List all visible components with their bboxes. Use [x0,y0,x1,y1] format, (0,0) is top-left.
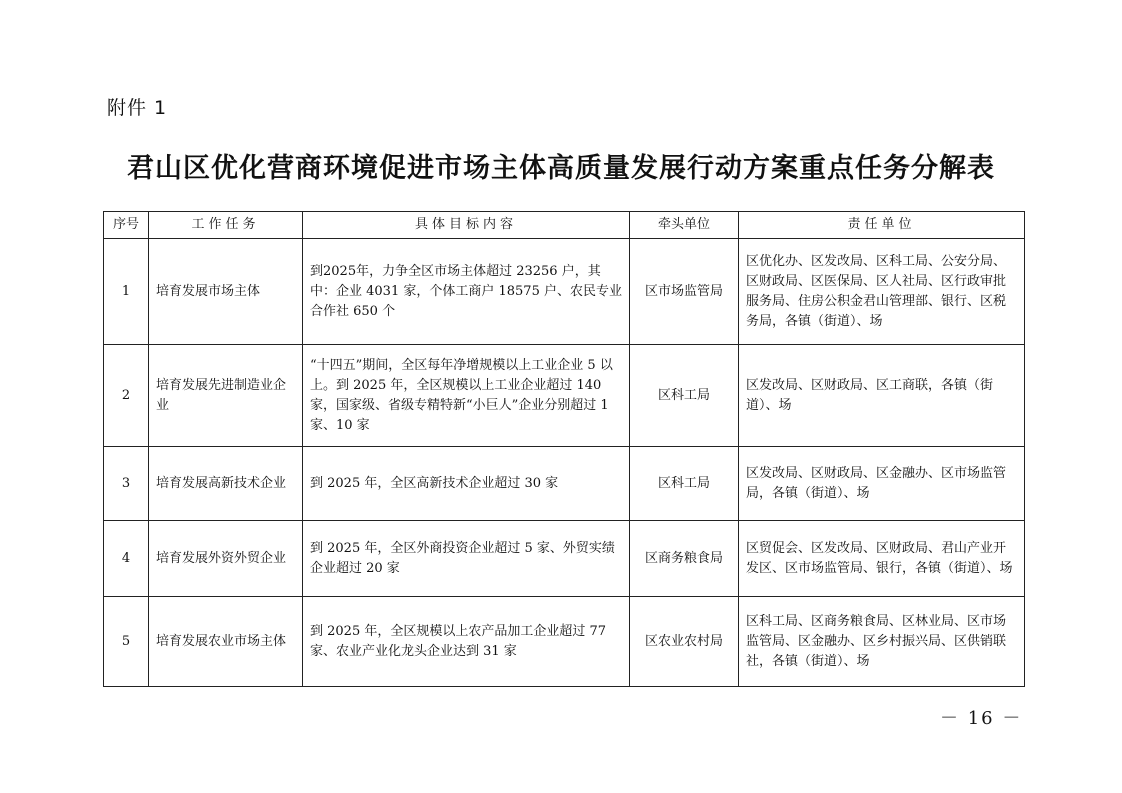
row-lead: 区科工局 [630,345,739,447]
header-task: 工作任务 [149,212,303,239]
row-target: 到 2025 年，全区规模以上农产品加工企业超过 77 家、农业产业化龙头企业达到 31 家 [303,597,630,687]
header-responsible: 责任单位 [739,212,1025,239]
table-row [104,345,1025,447]
row-lead: 区商务粮食局 [630,521,739,597]
task-table [103,211,1025,687]
table-row [104,447,1025,521]
row-task: 培育发展外资外贸企业 [149,521,303,597]
row-no: 5 [104,597,149,687]
row-no: 2 [104,345,149,447]
row-responsible: 区发改局、区财政局、区金融办、区市场监管局，各镇（街道）、场 [739,447,1025,521]
row-lead: 区市场监管局 [630,239,739,345]
document-title: 君山区优化营商环境促进市场主体高质量发展行动方案重点任务分解表 [127,153,995,184]
row-task: 培育发展农业市场主体 [149,597,303,687]
row-task: 培育发展高新技术企业 [149,447,303,521]
table-row [104,521,1025,597]
row-task: 培育发展市场主体 [149,239,303,345]
row-responsible: 区优化办、区发改局、区科工局、公安分局、区财政局、区医保局、区人社局、区行政审批服务局、住房公积金君山管理部、银行、区税务局，各镇（街道）、场 [739,239,1025,345]
table-row [104,597,1025,687]
row-no: 3 [104,447,149,521]
header-lead: 牵头单位 [630,212,739,239]
page-number: － 16 － [940,708,1023,729]
row-no: 4 [104,521,149,597]
row-responsible: 区科工局、区商务粮食局、区林业局、区市场监管局、区金融办、区乡村振兴局、区供销联社，各镇（街道）、场 [739,597,1025,687]
table-row [104,239,1025,345]
row-responsible: 区发改局、区财政局、区工商联，各镇（街道）、场 [739,345,1025,447]
row-target: 到2025年，力争全区市场主体超过 23256 户，其中：企业 4031 家，个体工商户 18575 户、农民专业合作社 650 个 [303,239,630,345]
table-header-row [104,212,1025,239]
row-responsible: 区贸促会、区发改局、区财政局、君山产业开发区、区市场监管局、银行，各镇（街道）、场 [739,521,1025,597]
row-target: 到 2025 年，全区外商投资企业超过 5 家、外贸实绩企业超过 20 家 [303,521,630,597]
row-task: 培育发展先进制造业企业 [149,345,303,447]
row-no: 1 [104,239,149,345]
row-lead: 区科工局 [630,447,739,521]
row-target: 到 2025 年，全区高新技术企业超过 30 家 [303,447,630,521]
attachment-label: 附件 1 [107,97,168,119]
row-lead: 区农业农村局 [630,597,739,687]
header-target: 具体目标内容 [303,212,630,239]
header-no: 序号 [104,212,149,239]
row-target: “十四五”期间，全区每年净增规模以上工业企业 5 以上。到 2025 年，全区规模以上工业企业超过 140 家，国家级、省级专精特新“小巨人”企业分别超过 1 家、10 家 [303,345,630,447]
